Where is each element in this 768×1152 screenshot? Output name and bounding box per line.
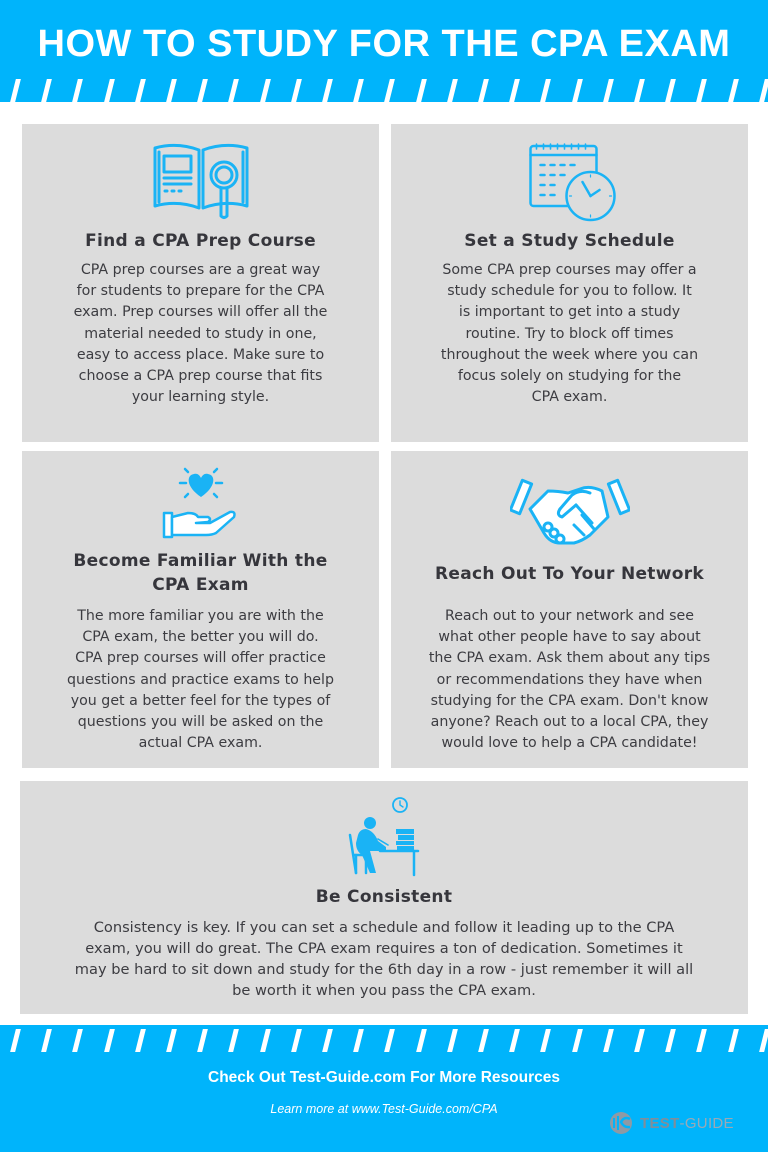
card-body-line: your learning style. [131,389,270,406]
stripe-decoration [322,1029,333,1052]
stripe-decoration [697,1029,708,1052]
stripe-decoration [135,1029,146,1052]
card-body-line: anyone? Reach out to a local CPA, they [430,714,709,731]
stripe-decoration [73,79,84,102]
stripe-decoration [509,79,520,102]
card-body-line: would love to help a CPA candidate! [441,735,698,752]
card-body-line: exam, you will do great. The CPA exam requires a ton of dedication. Sometimes it [85,940,683,957]
stripe-decoration [10,79,21,102]
stripe-decoration [229,1029,240,1052]
stripe-decoration [385,1029,396,1052]
logo-text-light: -GUIDE [679,1114,734,1132]
stripe-decoration [728,1029,739,1052]
card-study-schedule [391,124,748,442]
stripe-decoration [229,79,240,102]
card-body-line: CPA exam. [531,389,608,406]
stripe-decoration [166,79,177,102]
card-body-line: throughout the week where you can [440,346,699,363]
card-body-line: or recommendations they have when [436,671,703,688]
card-body-line: the CPA exam. Ask them about any tips [428,650,711,667]
card-body-line: exam. Prep courses will offer all the [73,304,328,321]
card-body [46,260,355,408]
stripe-decoration [104,79,115,102]
header-stripes [0,79,768,102]
stripe-decoration [291,1029,302,1052]
stripe-decoration [572,1029,583,1052]
card-body-line: material needed to study in one, [84,325,317,342]
stripe-decoration [759,79,768,102]
test-guide-logo-icon [608,1110,634,1136]
handshake-icon [510,469,630,553]
card-body-line: what other people have to say about [438,629,701,646]
card-body-line: Consistency is key. If you can set a schedule and follow it leading up to the CPA [93,919,675,936]
header-banner [0,0,768,102]
stripe-decoration [322,79,333,102]
card-body-line: be worth it when you pass the CPA exam. [232,982,536,999]
card-title: Set a Study Schedule [464,231,675,251]
card-become-familiar [22,451,379,768]
card-body-line: Some CPA prep courses may offer a [442,262,697,278]
card-title-line: Become Familiar With the [73,551,328,571]
stripe-decoration [603,1029,614,1052]
card-body-line: CPA prep courses are a great way [80,262,321,278]
student-studying-icon [344,793,424,881]
card-body-line: Reach out to your network and see [444,608,695,624]
stripe-decoration [166,1029,177,1052]
stripe-decoration [634,1029,645,1052]
stripe-decoration [478,79,489,102]
card-body-line: may be hard to sit down and study for the 6th day in a row - just remember it will all [74,961,694,978]
card-title: Find a CPA Prep Course [85,231,316,251]
stripe-decoration [634,79,645,102]
calendar-clock-icon [522,142,617,226]
page-title: HOW TO STUDY FOR THE CPA EXAM [37,23,731,65]
card-body-line: choose a CPA prep course that fits [78,368,323,385]
card-title-line: CPA Exam [152,575,249,595]
stripe-decoration [416,79,427,102]
stripe-decoration [447,1029,458,1052]
card-body-line: study schedule for you to follow. It [447,283,692,300]
card-body [415,260,724,408]
card-body [415,606,724,754]
stripe-decoration [728,79,739,102]
card-body-line: CPA prep courses will offer practice [75,650,326,667]
card-find-prep-course [22,124,379,442]
card-be-consistent [20,781,748,1014]
stripe-decoration [260,1029,271,1052]
card-body [34,917,734,1001]
card-body-line: The more familiar you are with the [77,608,324,624]
stripe-decoration [353,1029,364,1052]
stripe-decoration [509,1029,520,1052]
stripe-decoration [197,1029,208,1052]
card-title [22,549,379,597]
card-body-line: is important to get into a study [458,304,681,321]
stripe-decoration [759,1029,768,1052]
stripe-decoration [260,79,271,102]
card-body-line: questions and practice exams to help [67,671,334,688]
stripe-decoration [541,79,552,102]
card-body-line: questions you will be asked on the [77,714,324,731]
footer-cta[interactable]: Check Out Test-Guide.com For More Resources [208,1069,560,1086]
stripe-decoration [603,79,614,102]
stripe-decoration [665,1029,676,1052]
card-reach-out-network [391,451,748,768]
card-title: Be Consistent [315,887,453,907]
stripe-decoration [572,79,583,102]
stripe-decoration [41,79,52,102]
logo-text-bold: TEST [640,1114,680,1132]
book-magnifier-icon [151,140,251,224]
card-body-line: you get a better feel for the types of [70,692,331,709]
card-body-line: CPA exam, the better you will do. [82,629,319,646]
card-body-line: focus solely on studying for the [457,368,682,385]
card-body [46,606,355,754]
stripe-decoration [73,1029,84,1052]
hand-heart-icon [156,463,246,547]
stripe-decoration [353,79,364,102]
logo-text [640,1115,734,1132]
stripe-decoration [447,79,458,102]
stripe-decoration [135,79,146,102]
stripe-decoration [41,1029,52,1052]
footer-stripes [0,1029,768,1052]
stripe-decoration [416,1029,427,1052]
stripe-decoration [665,79,676,102]
card-body-line: studying for the CPA exam. Don't know [430,692,709,709]
stripe-decoration [385,79,396,102]
stripe-decoration [10,1029,21,1052]
stripe-decoration [697,79,708,102]
stripe-decoration [291,79,302,102]
stripe-decoration [478,1029,489,1052]
stripe-decoration [541,1029,552,1052]
test-guide-logo[interactable] [608,1110,734,1136]
card-body-line: for students to prepare for the CPA [76,283,325,300]
card-title: Reach Out To Your Network [434,564,705,584]
card-body-line: easy to access place. Make sure to [76,346,325,363]
stripe-decoration [104,1029,115,1052]
card-body-line: routine. Try to block off times [465,325,674,342]
card-body-line: actual CPA exam. [138,735,263,752]
footer-banner [0,1025,768,1152]
footer-link[interactable]: Learn more at www.Test-Guide.com/CPA [270,1102,498,1116]
stripe-decoration [197,79,208,102]
